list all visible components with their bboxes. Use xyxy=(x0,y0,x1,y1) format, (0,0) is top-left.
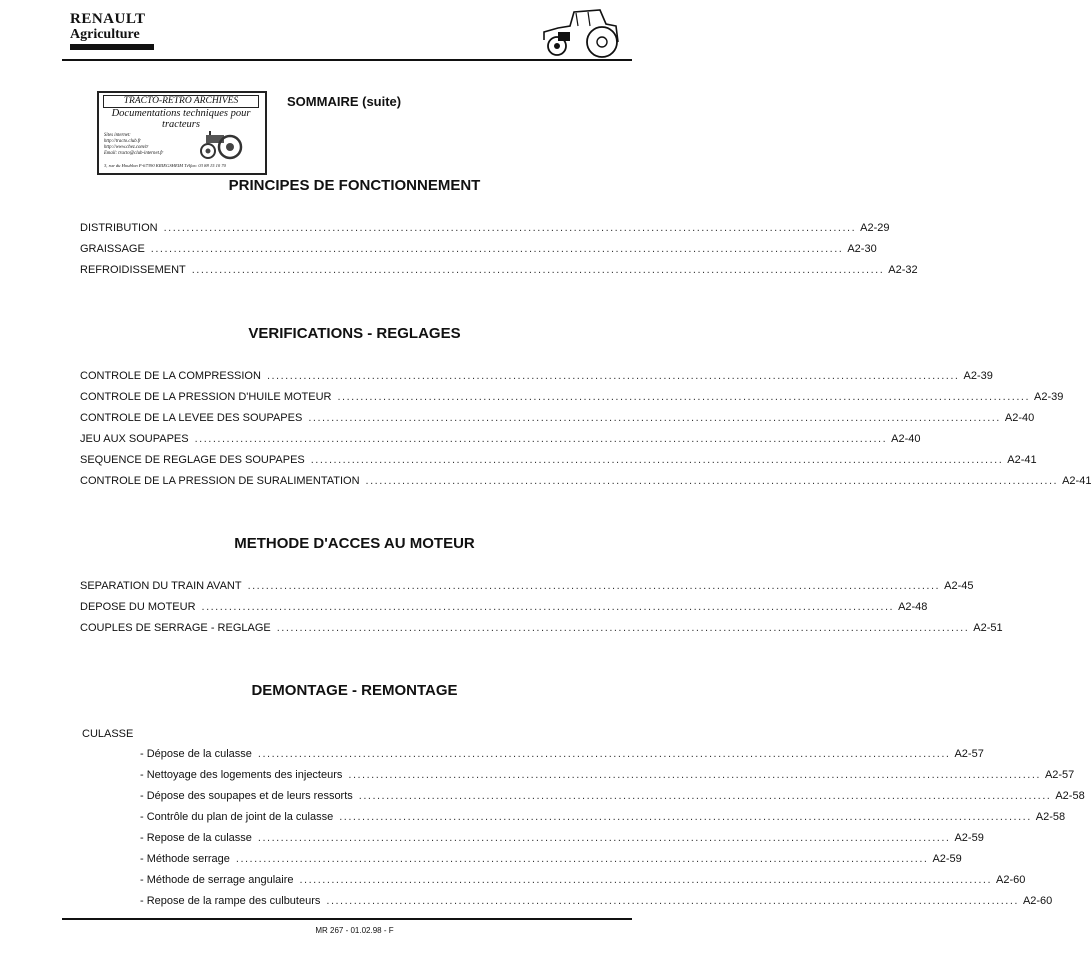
toc-row[interactable] xyxy=(140,811,1066,823)
toc-leader: ........................................................................................................................................................ xyxy=(348,769,1041,781)
toc-label: - Dépose des soupapes et de leurs ressorts xyxy=(140,790,353,802)
stamp-subtitle: Documentations techniques pour tracteurs xyxy=(111,108,251,130)
toc-leader: ........................................................................................................................................................ xyxy=(326,895,1019,907)
toc-label: SEQUENCE DE REGLAGE DES SOUPAPES xyxy=(80,454,305,466)
toc-label: DEPOSE DU MOTEUR xyxy=(80,601,196,613)
toc-leader: ........................................................................................................................................................ xyxy=(308,412,1001,424)
toc-row[interactable] xyxy=(140,874,1026,886)
toc-leader: ........................................................................................................................................................ xyxy=(247,580,941,592)
toc-row[interactable] xyxy=(80,622,1003,634)
stamp-sites-label: Sites internet: xyxy=(104,133,131,138)
brand-name: RENAULT xyxy=(70,11,146,27)
brand-bar xyxy=(70,44,154,50)
toc-page-ref: A2-58 xyxy=(1035,811,1066,823)
toc-page-ref: A2-29 xyxy=(860,222,890,234)
toc-page-ref: A2-48 xyxy=(898,601,928,613)
toc-page-ref: A2-40 xyxy=(1004,412,1035,424)
toc-page-ref: A2-60 xyxy=(1022,895,1053,907)
toc-label: CONTROLE DE LA PRESSION DE SURALIMENTATION xyxy=(80,475,360,487)
stamp-address: 3, rue du Houblon F-67390 KRIEGSHEIM Télfax: 03 88 15 10 70 xyxy=(104,163,226,168)
toc-leader: ........................................................................................................................................................ xyxy=(358,790,1052,802)
toc-page-ref: A2-41 xyxy=(1007,454,1037,466)
toc-page-ref: A2-41 xyxy=(1062,475,1091,487)
section-heading-verifications: VERIFICATIONS - REGLAGES xyxy=(248,325,461,342)
toc-row[interactable] xyxy=(80,580,974,592)
toc-row[interactable] xyxy=(80,264,918,276)
toc-label: JEU AUX SOUPAPES xyxy=(80,433,189,445)
toc-page-ref: A2-59 xyxy=(932,853,962,865)
toc-leader: ........................................................................................................................................................ xyxy=(235,853,929,865)
toc-label: COUPLES DE SERRAGE - REGLAGE xyxy=(80,622,271,634)
header-rule xyxy=(62,59,632,61)
toc-label: REFROIDISSEMENT xyxy=(80,264,186,276)
toc-label: - Méthode serrage xyxy=(140,853,230,865)
toc-row[interactable] xyxy=(80,243,877,255)
toc-leader: ........................................................................................................................................................ xyxy=(257,832,951,844)
toc-leader: ........................................................................................................................................................ xyxy=(163,222,857,234)
toc-row[interactable] xyxy=(140,748,984,760)
toc-label: DISTRIBUTION xyxy=(80,222,158,234)
toc-leader: ........................................................................................................................................................ xyxy=(150,243,844,255)
toc-row[interactable] xyxy=(80,222,890,234)
toc-leader: ........................................................................................................................................................ xyxy=(191,264,885,276)
toc-leader: ........................................................................................................................................................ xyxy=(299,874,993,886)
toc-leader: ........................................................................................................................................................ xyxy=(337,391,1031,403)
toc-page-ref: A2-45 xyxy=(944,580,974,592)
toc-label: - Dépose de la culasse xyxy=(140,748,252,760)
stamp-site-2: http://www.chez.com/tr xyxy=(104,145,149,150)
toc-label: - Contrôle du plan de joint de la culasse xyxy=(140,811,334,823)
page-title: SOMMAIRE (suite) xyxy=(287,94,402,109)
toc-page-ref: A2-39 xyxy=(1034,391,1064,403)
toc-page-ref: A2-39 xyxy=(963,370,993,382)
toc-label: CONTROLE DE LA LEVEE DES SOUPAPES xyxy=(80,412,303,424)
toc-label: - Repose de la rampe des culbuteurs xyxy=(140,895,321,907)
toc-leader: ........................................................................................................................................................ xyxy=(276,622,970,634)
toc-page-ref: A2-32 xyxy=(888,264,918,276)
footer-reference: MR 267 - 01.02.98 - F xyxy=(315,926,394,935)
toc-label: - Méthode de serrage angulaire xyxy=(140,874,294,886)
toc-row[interactable] xyxy=(80,601,928,613)
toc-page-ref: A2-58 xyxy=(1055,790,1085,802)
toc-page-ref: A2-40 xyxy=(891,433,921,445)
toc-page-ref: A2-57 xyxy=(1044,769,1075,781)
toc-leader: ........................................................................................................................................................ xyxy=(365,475,1059,487)
brand-division: Agriculture xyxy=(70,27,140,42)
tractor-icon xyxy=(536,4,626,60)
toc-row[interactable] xyxy=(80,454,1037,466)
subsection-heading-culasse: CULASSE xyxy=(82,728,134,740)
toc-page-ref: A2-57 xyxy=(954,748,984,760)
toc-leader: ........................................................................................................................................................ xyxy=(339,811,1032,823)
toc-label: GRAISSAGE xyxy=(80,243,145,255)
toc-leader: ........................................................................................................................................................ xyxy=(201,601,895,613)
toc-leader: ........................................................................................................................................................ xyxy=(194,433,888,445)
section-heading-demontage: DEMONTAGE - REMONTAGE xyxy=(251,682,458,699)
toc-page-ref: A2-51 xyxy=(973,622,1003,634)
toc-row[interactable] xyxy=(140,853,962,865)
toc-row[interactable] xyxy=(140,790,1085,802)
toc-row[interactable] xyxy=(80,391,1064,403)
toc-row[interactable] xyxy=(140,832,984,844)
stamp-sites xyxy=(104,133,196,157)
section-heading-methode: METHODE D'ACCES AU MOTEUR xyxy=(234,535,475,552)
toc-label: - Nettoyage des logements des injecteurs xyxy=(140,769,343,781)
toc-leader: ........................................................................................................................................................ xyxy=(266,370,960,382)
toc-page-ref: A2-59 xyxy=(954,832,984,844)
toc-row[interactable] xyxy=(140,769,1075,781)
archive-stamp xyxy=(97,91,267,175)
stamp-title: TRACTO-RETRO ARCHIVES xyxy=(103,95,259,108)
toc-page-ref: A2-60 xyxy=(996,874,1026,886)
brand-logo xyxy=(70,12,145,42)
toc-leader: ........................................................................................................................................................ xyxy=(257,748,951,760)
toc-row[interactable] xyxy=(80,412,1035,424)
stamp-site-1: http://tracto.club.fr xyxy=(104,139,142,144)
toc-label: SEPARATION DU TRAIN AVANT xyxy=(80,580,242,592)
stamp-tractor-icon xyxy=(194,129,244,161)
stamp-email: Email: tracto@club-internet.fr xyxy=(104,151,164,156)
toc-page-ref: A2-30 xyxy=(847,243,877,255)
toc-label: CONTROLE DE LA COMPRESSION xyxy=(80,370,261,382)
toc-leader: ........................................................................................................................................................ xyxy=(310,454,1004,466)
footer-rule xyxy=(62,918,632,920)
section-heading-principes: PRINCIPES DE FONCTIONNEMENT xyxy=(228,177,481,194)
toc-label: CONTROLE DE LA PRESSION D'HUILE MOTEUR xyxy=(80,391,332,403)
toc-row[interactable] xyxy=(140,895,1053,907)
toc-row[interactable] xyxy=(80,475,1091,487)
toc-row[interactable] xyxy=(80,370,993,382)
toc-row[interactable] xyxy=(80,433,921,445)
toc-label: - Repose de la culasse xyxy=(140,832,252,844)
